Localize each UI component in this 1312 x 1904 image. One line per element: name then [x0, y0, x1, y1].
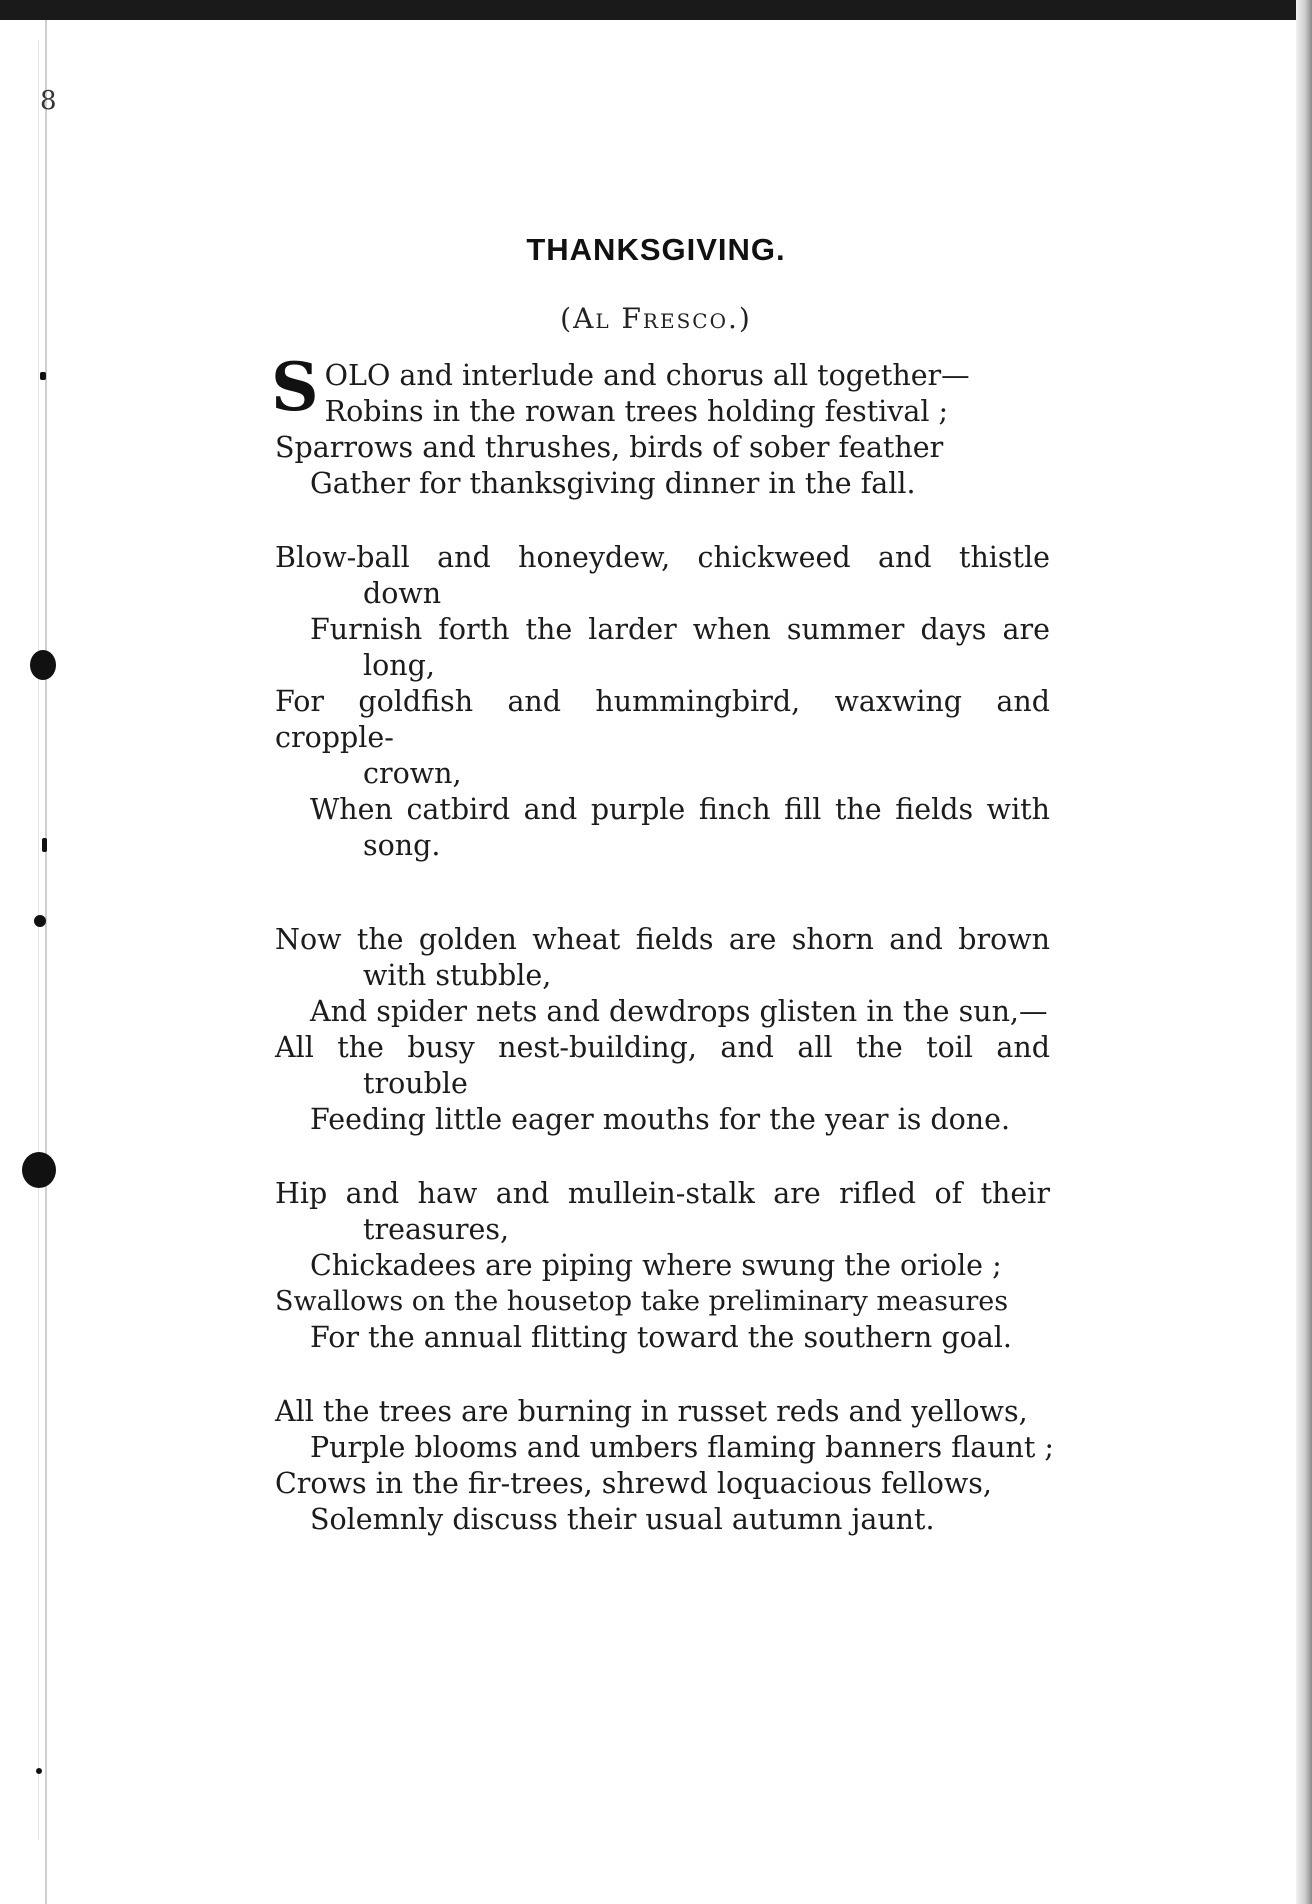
poem-line: Gather for thanksgiving dinner in the fall. — [310, 467, 916, 500]
poem-line: When catbird and purple finch fill the fields with — [310, 793, 1050, 826]
poem-line: crown, — [363, 757, 462, 790]
page-right-edge — [1296, 0, 1312, 1904]
poem-line: trouble — [363, 1067, 468, 1100]
stanza — [275, 922, 1050, 1138]
poem-line: down — [363, 577, 442, 610]
stanza — [275, 1176, 1050, 1356]
poem-line: For goldfish and hummingbird, waxwing and cropple- — [275, 685, 1050, 754]
poem-line: All the trees are burning in russet reds and yellows, — [275, 1395, 1028, 1428]
poem-body — [271, 348, 1055, 1576]
stanza — [271, 348, 1050, 502]
poem-line: OLO and interlude and chorus all together— — [324, 359, 970, 392]
drop-cap: S — [271, 348, 319, 426]
poem-line: Furnish forth the larder when summer days are — [310, 613, 1050, 646]
poem-subtitle: (Al Fresco.) — [560, 302, 752, 335]
poem-line: treasures, — [363, 1213, 510, 1246]
stanza — [275, 540, 1050, 864]
page-top-edge — [0, 0, 1312, 20]
poem-line: And spider nets and dewdrops glisten in the sun,— — [310, 995, 1048, 1028]
binding-stitch-mark — [36, 1768, 42, 1774]
page-number: 8 — [40, 86, 57, 116]
poem-line: song. — [363, 829, 441, 862]
poem-line: Sparrows and thrushes, birds of sober feather — [275, 431, 944, 464]
poem-line: with stubble, — [363, 959, 552, 992]
stanza — [275, 1394, 1055, 1538]
poem-line: Purple blooms and umbers flaming banners flaunt ; — [310, 1431, 1055, 1464]
poem-line: Crows in the fir-trees, shrewd loquacious fellows, — [275, 1467, 992, 1500]
binding-stitch-mark — [34, 915, 46, 927]
binding-hole-mark — [30, 650, 56, 680]
binding-hole-mark — [22, 1152, 56, 1188]
poem-line: Solemnly discuss their usual autumn jaunt. — [310, 1503, 935, 1536]
poem-line: All the busy nest-building, and all the toil and — [275, 1031, 1050, 1064]
poem-line: Robins in the rowan trees holding festival ; — [324, 395, 949, 428]
poem-line: Hip and haw and mullein-stalk are rifled of their — [275, 1177, 1050, 1210]
poem-line: Feeding little eager mouths for the year is done. — [310, 1103, 1011, 1136]
binding-stitch-mark — [40, 372, 46, 380]
poem-title: THANKSGIVING. — [526, 232, 786, 267]
poem-line: Now the golden wheat fields are shorn and brown — [275, 923, 1050, 956]
poem-line: Chickadees are piping where swung the oriole ; — [310, 1249, 1002, 1282]
poem-line: Blow-ball and honeydew, chickweed and thistle — [275, 541, 1050, 574]
binding-stitch-mark — [42, 838, 47, 852]
poem-line: Swallows on the housetop take preliminary measures — [275, 1286, 1009, 1317]
poem-line: long, — [363, 649, 435, 682]
poem-line: For the annual flitting toward the southern goal. — [310, 1321, 1012, 1354]
